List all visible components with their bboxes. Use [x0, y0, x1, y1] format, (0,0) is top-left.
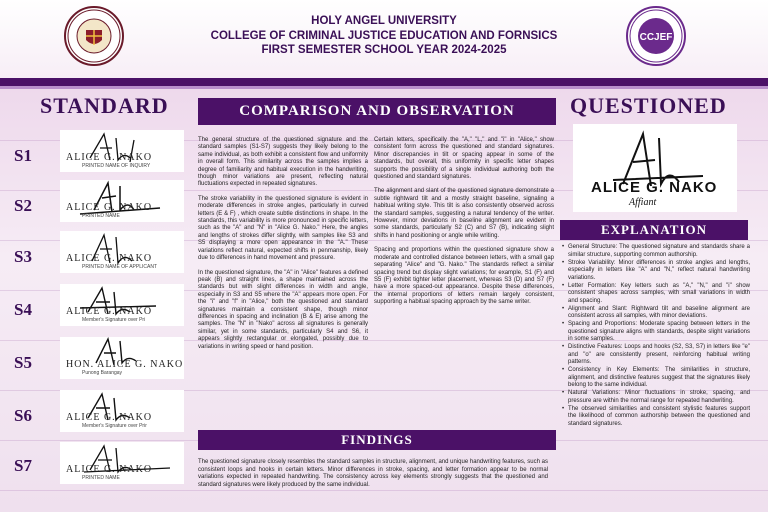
findings-text: The questioned signature closely resembles the standard samples in structure, alignment, and unique handwriting features, such as consistent loops and hooks in certain letters. Minor differences in stroke, spacing, and letter formation appear to be normal variations expected in repeated handwriting. The consistency across key elements strongly suggests that the questioned and standard signatures were likely produced by the same individual.: [198, 459, 548, 488]
findings-heading: FINDINGS: [198, 430, 556, 450]
signature-caption: PRINTED NAME OF APPLICANT: [82, 264, 158, 270]
university-title: HOLY ANGEL UNIVERSITY: [311, 15, 457, 27]
signature-name: ALICE G. NAKO: [66, 152, 153, 163]
university-logo: [64, 6, 124, 66]
comparison-paragraph: In the questioned signature, the "A" in "Alice" features a defined peak (B) and straight lines, a shape maintained across the standards but with slight differences in width and angle, especially in S3 and S5 where the "A" appears more open. For the "i" and "f" in "Alice," both the questioned and standard signatures maintain a consistent shape, though minor differences in spacing and inclination (B & E) arise among the samples. The "N" in "Nako" across all signatures is generally similar, yet in some standards, particularly S4 and S6, it appears slightly rectangular or elongated, possibly due to variations in writing speed or hand position.: [198, 269, 368, 350]
signature-sample-s1: [60, 130, 184, 172]
signature-caption: Punong Barangay: [82, 370, 123, 376]
standard-heading: STANDARD: [40, 93, 169, 118]
questioned-caption: Affiant: [629, 197, 657, 208]
list-item: • Natural Variations: Minor fluctuations in stroke, spacing, and pressure are within the normal range for repeated handwriting.: [562, 390, 750, 405]
signature-name: ALICE G. NAKO: [66, 202, 153, 213]
signature-stroke-icon: [60, 180, 184, 222]
list-item: • General Structure: The questioned signature and standards share a similar structure, supporting common authorship.: [562, 244, 750, 259]
signature-caption: PRINTED NAME OF INQUIRY: [82, 163, 151, 169]
signature-name: ALICE G. NAKO: [66, 412, 153, 423]
sample-label-s5: S5: [14, 353, 32, 372]
list-item: • Stroke Variability: Minor differences in stroke angles and lengths, especially in letters like "A" and "N," reflect natural handwriting variations.: [562, 260, 750, 283]
list-item: • Distinctive Features: Loops and hooks (S2, S3, S7) in letters like "e" and "o" are consistently present, reinforcing habitual writing patterns.: [562, 344, 750, 367]
comparison-column-2: [374, 137, 554, 314]
signature-sample-s5: [60, 337, 184, 379]
signature-caption: Member's Signature over Pri: [82, 317, 146, 323]
list-item: • The observed similarities and consistent stylistic features support the likelihood of common authorship between the questioned and standard signatures.: [562, 406, 750, 429]
signature-sample-s7: [60, 442, 184, 484]
sample-label-s1: S1: [14, 146, 32, 165]
signature-name: ALICE G. NAKO: [66, 253, 153, 264]
comparison-column-1: [198, 137, 368, 358]
signature-sample-s3: [60, 231, 184, 273]
comparison-paragraph: The general structure of the questioned signature and the standard samples (S1-S7) suggests they likely belong to the same individual, as both exhibit a consistent flow and uniformity in overall form. This similarity across the samples implies a degree of familiarity and habitual execution in the handwriting, though minor variations are present, reflecting natural fluctuations expected in repeated signatures.: [198, 137, 368, 188]
signature-caption: PRINTED NAME: [82, 475, 120, 481]
questioned-name: ALICE G. NAKO: [591, 179, 718, 196]
college-title: COLLEGE OF CRIMINAL JUSTICE EDUCATION AND FORNSICS: [210, 29, 558, 42]
signature-sample-s2: [60, 180, 184, 222]
college-seal-icon: [628, 8, 684, 64]
comparison-paragraph: The alignment and slant of the questioned signature demonstrate a subtle rightward tilt and a mostly straight baseline, signaling a habitual writing style. This tilt is also consistently observed across the standard samples, suggesting a natural tendency of the writer. However, minor deviations in baseline alignment are evident in some standards, particularly S2 (C) and S7 (B), indicating slight shifts in hand positioning or angle while writing.: [374, 188, 554, 239]
header-band: [0, 78, 768, 86]
sample-label-s7: S7: [14, 456, 32, 475]
college-logo-text: CCJEF: [639, 32, 673, 43]
signature-name: HON. ALICE G. NAKO: [66, 359, 184, 370]
questioned-heading: QUESTIONED: [570, 93, 727, 118]
comparison-paragraph: Spacing and proportions within the questioned signature show a moderate and controlled distance between letters, with a small gap separating "Alice" and "G. Nako." The standards reflect a similar spacing trend but display slight variations; for example, S1 (F) and S5 (F) exhibit tighter letter placement, whereas S3 (D) and S7 (F) have a more spaced-out appearance. Despite these differences, the internal proportions of letters remain largely consistent, supporting a habitual spacing approach by the same writer.: [374, 247, 554, 306]
signature-caption: PRINTED NAME: [82, 213, 120, 219]
signature-name: ALICE G. NAKO: [66, 306, 153, 317]
explanation-list: [562, 244, 750, 429]
list-item: • Spacing and Proportions: Moderate spacing between letters in the questioned signature aligns with standards, despite slight variations in some samples.: [562, 321, 750, 344]
sample-label-s3: S3: [14, 247, 32, 266]
comparison-heading: COMPARISON AND OBSERVATION: [198, 98, 556, 125]
signature-name: ALICE G. NAKO: [66, 464, 153, 475]
signature-caption: Member's Signature over Prir: [82, 423, 147, 429]
semester-title: FIRST SEMESTER SCHOOL YEAR 2024-2025: [261, 44, 507, 56]
list-item: • Consistency in Key Elements: The similarities in structure, alignment, and distinctive features suggest that the signatures likely belong to the same individual.: [562, 367, 750, 390]
sample-label-s2: S2: [14, 196, 32, 215]
explanation-heading: EXPLANATION: [560, 220, 748, 240]
sample-label-s6: S6: [14, 406, 32, 425]
signature-sample-s4: [60, 284, 184, 326]
sample-label-s4: S4: [14, 300, 32, 319]
list-item: • Alignment and Slant: Rightward tilt and baseline alignment are consistent across all samples, with minor deviations.: [562, 306, 750, 321]
comparison-paragraph: Certain letters, specifically the "A," "L," and "i" in "Alice," show consistent form across the questioned and standard signatures. Minor discrepancies in tilt or spacing appear in some of the standards, but overall, this uniformity in specific letter shapes supports the possibility of a single individual authoring both the questioned and standard signatures.: [374, 137, 554, 181]
list-item: • Letter Formation: Key letters such as "A," "N," and "i" show consistent shapes across samples, with small variations in width and spacing.: [562, 283, 750, 306]
college-logo: [626, 6, 686, 66]
signature-stroke-icon: [60, 442, 184, 484]
university-seal-icon: [66, 8, 122, 64]
questioned-signature: [573, 124, 737, 212]
comparison-paragraph: The stroke variability in the questioned signature is evident in moderate differences in stroke angles, particularly in curved letters (E & F) , which create subtle distinctions in shape. In the standards, this variability is more pronounced in specific letters, such as the "A" and "N" in "Alice G. Nako." Here, the angles and lengths of strokes differ slightly, with samples like S3 and S5 displaying a more open appearance in the "A." These variations reflect natural, expected shifts in penmanship, likely due to differences in hand movement and pressure.: [198, 195, 368, 262]
signature-sample-s6: [60, 390, 184, 432]
